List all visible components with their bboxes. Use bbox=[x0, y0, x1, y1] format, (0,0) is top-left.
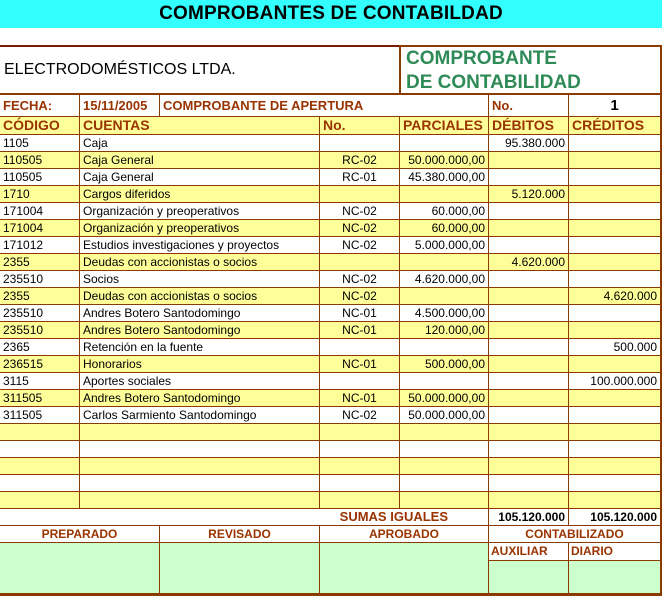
cell-parciales[interactable]: 60.000,00 bbox=[400, 203, 489, 219]
voucher-header bbox=[0, 47, 660, 95]
col-codigo: CÓDIGO bbox=[0, 117, 80, 134]
cell-cuenta[interactable]: Andres Botero Santodomingo bbox=[80, 322, 320, 338]
preparado-signature-box[interactable] bbox=[0, 543, 160, 593]
voucher-title-line2: DE CONTABILIDAD bbox=[406, 72, 581, 93]
cell-debitos[interactable] bbox=[489, 373, 569, 389]
cell-parciales[interactable] bbox=[400, 475, 489, 491]
cell-debitos[interactable]: 4.620.000 bbox=[489, 254, 569, 270]
cell-creditos[interactable] bbox=[569, 152, 660, 168]
cell-no[interactable] bbox=[320, 458, 400, 474]
cell-parciales[interactable]: 50.000.000,00 bbox=[400, 152, 489, 168]
cell-no[interactable]: NC-01 bbox=[320, 322, 400, 338]
cell-parciales[interactable] bbox=[400, 339, 489, 355]
col-no: No. bbox=[320, 117, 400, 134]
cell-codigo[interactable]: 1710 bbox=[0, 186, 80, 202]
cell-codigo[interactable]: 3115 bbox=[0, 373, 80, 389]
auxiliar-label: AUXILIAR bbox=[489, 543, 569, 560]
cell-creditos[interactable] bbox=[569, 254, 660, 270]
cell-creditos[interactable] bbox=[569, 169, 660, 185]
entries-table bbox=[0, 135, 660, 509]
cell-creditos[interactable] bbox=[569, 220, 660, 236]
col-cuentas: CUENTAS bbox=[80, 117, 320, 134]
cell-codigo[interactable]: 171004 bbox=[0, 203, 80, 219]
cell-parciales[interactable]: 50.000.000,00 bbox=[400, 390, 489, 406]
cell-parciales[interactable] bbox=[400, 492, 489, 508]
cell-debitos[interactable] bbox=[489, 305, 569, 321]
cell-codigo[interactable]: 1105 bbox=[0, 135, 80, 151]
cell-parciales[interactable]: 500.000,00 bbox=[400, 356, 489, 372]
page-title: COMPROBANTES DE CONTABILDAD bbox=[0, 0, 662, 28]
cell-debitos[interactable] bbox=[489, 288, 569, 304]
cell-debitos[interactable] bbox=[489, 458, 569, 474]
totals-row bbox=[0, 509, 660, 526]
cell-codigo[interactable]: 110505 bbox=[0, 169, 80, 185]
cell-debitos[interactable] bbox=[489, 356, 569, 372]
voucher-type[interactable]: COMPROBANTE DE APERTURA bbox=[160, 95, 489, 116]
table-row bbox=[0, 237, 660, 254]
cell-parciales[interactable] bbox=[400, 288, 489, 304]
cell-cuenta[interactable]: Cargos diferidos bbox=[80, 186, 320, 202]
table-row bbox=[0, 169, 660, 186]
cell-codigo[interactable]: 2365 bbox=[0, 339, 80, 355]
cell-creditos[interactable] bbox=[569, 305, 660, 321]
cell-no[interactable]: NC-01 bbox=[320, 390, 400, 406]
cell-codigo[interactable] bbox=[0, 492, 80, 508]
cell-no[interactable]: NC-02 bbox=[320, 407, 400, 423]
cell-cuenta[interactable]: Organización y preoperativos bbox=[80, 220, 320, 236]
cell-cuenta[interactable]: Organización y preoperativos bbox=[80, 203, 320, 219]
cell-no[interactable] bbox=[320, 339, 400, 355]
table-row bbox=[0, 135, 660, 152]
cell-cuenta[interactable]: Caja General bbox=[80, 152, 320, 168]
cell-cuenta[interactable] bbox=[80, 492, 320, 508]
cell-no[interactable] bbox=[320, 373, 400, 389]
cell-parciales[interactable]: 4.620.000,00 bbox=[400, 271, 489, 287]
company-name: ELECTRODOMÉSTICOS LTDA. bbox=[4, 61, 236, 78]
cell-no[interactable]: NC-01 bbox=[320, 356, 400, 372]
cell-creditos[interactable]: 100.000.000 bbox=[590, 374, 657, 388]
diario-label: DIARIO bbox=[571, 544, 613, 558]
cell-debitos[interactable]: 95.380.000 bbox=[489, 135, 569, 151]
aprobado-label: APROBADO bbox=[320, 526, 489, 542]
voucher-sheet bbox=[0, 45, 662, 596]
cell-debitos[interactable] bbox=[489, 322, 569, 338]
table-row bbox=[0, 407, 660, 424]
cell-creditos[interactable] bbox=[569, 390, 660, 406]
cell-creditos[interactable] bbox=[569, 135, 660, 151]
cell-cuenta[interactable]: Honorarios bbox=[80, 356, 320, 372]
fecha-row bbox=[0, 95, 660, 117]
table-row bbox=[0, 203, 660, 220]
table-row bbox=[0, 373, 660, 390]
cell-creditos[interactable] bbox=[569, 424, 660, 440]
cell-debitos[interactable] bbox=[489, 237, 569, 253]
cell-parciales[interactable]: 5.000.000,00 bbox=[400, 237, 489, 253]
table-row bbox=[0, 220, 660, 237]
cell-cuenta[interactable]: Aportes sociales bbox=[80, 373, 320, 389]
cell-parciales[interactable] bbox=[400, 254, 489, 270]
cell-debitos[interactable] bbox=[489, 407, 569, 423]
cell-debitos[interactable] bbox=[489, 152, 569, 168]
diario-box[interactable] bbox=[569, 560, 660, 593]
revisado-signature-box[interactable] bbox=[160, 543, 320, 593]
table-row bbox=[0, 254, 660, 271]
cell-debitos[interactable] bbox=[489, 220, 569, 236]
cell-codigo[interactable]: 235510 bbox=[0, 271, 80, 287]
cell-no[interactable] bbox=[320, 424, 400, 440]
voucher-title-box bbox=[399, 45, 662, 93]
table-row bbox=[0, 271, 660, 288]
cell-parciales[interactable]: 120.000,00 bbox=[400, 322, 489, 338]
cell-cuenta[interactable]: Andres Botero Santodomingo bbox=[80, 390, 320, 406]
table-row bbox=[0, 322, 660, 339]
cell-debitos[interactable] bbox=[489, 339, 569, 355]
cell-codigo[interactable] bbox=[0, 441, 80, 457]
cell-codigo[interactable]: 311505 bbox=[0, 407, 80, 423]
cell-parciales[interactable]: 45.380.000,00 bbox=[400, 169, 489, 185]
cell-cuenta[interactable]: Carlos Sarmiento Santodomingo bbox=[80, 407, 320, 423]
table-row bbox=[0, 390, 660, 407]
cell-parciales[interactable]: 60.000,00 bbox=[400, 220, 489, 236]
aprobado-signature-box[interactable] bbox=[320, 543, 489, 593]
cell-codigo[interactable]: 236515 bbox=[0, 356, 80, 372]
cell-creditos[interactable]: 500.000 bbox=[613, 340, 657, 354]
cell-no[interactable]: NC-02 bbox=[320, 203, 400, 219]
cell-creditos[interactable] bbox=[569, 237, 660, 253]
cell-debitos[interactable] bbox=[489, 390, 569, 406]
cell-parciales[interactable]: 4.500.000,00 bbox=[400, 305, 489, 321]
table-row bbox=[0, 305, 660, 322]
cell-creditos[interactable] bbox=[569, 271, 660, 287]
cell-debitos[interactable] bbox=[489, 169, 569, 185]
cell-cuenta[interactable]: Andres Botero Santodomingo bbox=[80, 305, 320, 321]
cell-codigo[interactable]: 110505 bbox=[0, 152, 80, 168]
col-creditos: CRÉDITOS bbox=[572, 117, 645, 133]
revisado-label: REVISADO bbox=[160, 526, 320, 542]
voucher-title-line1: COMPROBANTE bbox=[406, 48, 557, 69]
cell-cuenta[interactable]: Retención en la fuente bbox=[80, 339, 320, 355]
cell-cuenta[interactable] bbox=[80, 441, 320, 457]
cell-codigo[interactable]: 235510 bbox=[0, 305, 80, 321]
cell-codigo[interactable]: 171004 bbox=[0, 220, 80, 236]
cell-codigo[interactable] bbox=[0, 475, 80, 491]
cell-creditos[interactable] bbox=[569, 475, 660, 491]
cell-no[interactable]: NC-01 bbox=[320, 305, 400, 321]
total-creditos: 105.120.000 bbox=[590, 510, 657, 524]
signature-boxes bbox=[0, 543, 660, 596]
preparado-label: PREPARADO bbox=[0, 526, 160, 542]
cell-no[interactable] bbox=[320, 254, 400, 270]
cell-no[interactable]: NC-02 bbox=[320, 288, 400, 304]
contabilizado-label: CONTABILIZADO bbox=[525, 527, 624, 541]
table-row bbox=[0, 339, 660, 356]
cell-debitos[interactable] bbox=[489, 271, 569, 287]
cell-no[interactable]: RC-02 bbox=[320, 152, 400, 168]
cell-cuenta[interactable]: Caja General bbox=[80, 169, 320, 185]
cell-parciales[interactable] bbox=[400, 424, 489, 440]
auxiliar-box[interactable] bbox=[489, 560, 569, 593]
cell-parciales[interactable] bbox=[400, 135, 489, 151]
signature-headers bbox=[0, 526, 660, 543]
cell-no[interactable] bbox=[320, 441, 400, 457]
cell-debitos[interactable]: 5.120.000 bbox=[489, 186, 569, 202]
cell-parciales[interactable]: 50.000.000,00 bbox=[400, 407, 489, 423]
table-row bbox=[0, 152, 660, 169]
cell-no[interactable]: NC-02 bbox=[320, 220, 400, 236]
cell-no[interactable]: NC-02 bbox=[320, 237, 400, 253]
contabilizado-box bbox=[489, 543, 660, 593]
cell-no[interactable]: RC-01 bbox=[320, 169, 400, 185]
cell-debitos[interactable] bbox=[489, 203, 569, 219]
cell-no[interactable] bbox=[320, 492, 400, 508]
cell-no[interactable] bbox=[320, 475, 400, 491]
cell-codigo[interactable]: 2355 bbox=[0, 288, 80, 304]
cell-debitos[interactable] bbox=[489, 424, 569, 440]
cell-codigo[interactable] bbox=[0, 458, 80, 474]
cell-creditos[interactable] bbox=[569, 322, 660, 338]
cell-parciales[interactable] bbox=[400, 186, 489, 202]
cell-cuenta[interactable]: Socios bbox=[80, 271, 320, 287]
col-parciales: PARCIALES bbox=[400, 117, 489, 134]
table-row bbox=[0, 441, 660, 458]
cell-codigo[interactable]: 2355 bbox=[0, 254, 80, 270]
total-debitos: 105.120.000 bbox=[489, 509, 569, 525]
cell-creditos[interactable] bbox=[569, 458, 660, 474]
cell-parciales[interactable] bbox=[400, 458, 489, 474]
cell-cuenta[interactable]: Caja bbox=[80, 135, 320, 151]
cell-parciales[interactable] bbox=[400, 441, 489, 457]
table-row bbox=[0, 288, 660, 305]
cell-creditos[interactable] bbox=[569, 203, 660, 219]
sumas-label: SUMAS IGUALES bbox=[0, 509, 489, 525]
cell-debitos[interactable] bbox=[489, 441, 569, 457]
cell-cuenta[interactable]: Deudas con accionistas o socios bbox=[80, 254, 320, 270]
cell-creditos[interactable] bbox=[569, 356, 660, 372]
cell-codigo[interactable]: 235510 bbox=[0, 322, 80, 338]
table-row bbox=[0, 186, 660, 203]
cell-no[interactable]: NC-02 bbox=[320, 271, 400, 287]
table-row bbox=[0, 458, 660, 475]
cell-codigo[interactable]: 171012 bbox=[0, 237, 80, 253]
cell-cuenta[interactable]: Deudas con accionistas o socios bbox=[80, 288, 320, 304]
cell-creditos[interactable] bbox=[569, 407, 660, 423]
cell-cuenta[interactable] bbox=[80, 424, 320, 440]
cell-creditos[interactable] bbox=[569, 186, 660, 202]
cell-parciales[interactable] bbox=[400, 373, 489, 389]
cell-cuenta[interactable] bbox=[80, 475, 320, 491]
cell-creditos[interactable]: 4.620.000 bbox=[603, 289, 657, 303]
no-label: No. bbox=[489, 95, 569, 116]
cell-no[interactable] bbox=[320, 186, 400, 202]
cell-creditos[interactable] bbox=[569, 441, 660, 457]
table-row bbox=[0, 424, 660, 441]
cell-cuenta[interactable]: Estudios investigaciones y proyectos bbox=[80, 237, 320, 253]
cell-debitos[interactable] bbox=[489, 492, 569, 508]
cell-cuenta[interactable] bbox=[80, 458, 320, 474]
cell-codigo[interactable] bbox=[0, 424, 80, 440]
cell-debitos[interactable] bbox=[489, 475, 569, 491]
table-row bbox=[0, 356, 660, 373]
voucher-number[interactable]: 1 bbox=[610, 97, 619, 114]
cell-codigo[interactable]: 311505 bbox=[0, 390, 80, 406]
table-row bbox=[0, 492, 660, 509]
cell-no[interactable] bbox=[320, 135, 400, 151]
column-headers bbox=[0, 117, 660, 135]
fecha-label: FECHA: bbox=[0, 95, 80, 116]
cell-creditos[interactable] bbox=[569, 492, 660, 508]
fecha-value[interactable]: 15/11/2005 bbox=[80, 95, 160, 116]
table-row bbox=[0, 475, 660, 492]
col-debitos: DÉBITOS bbox=[489, 117, 569, 134]
